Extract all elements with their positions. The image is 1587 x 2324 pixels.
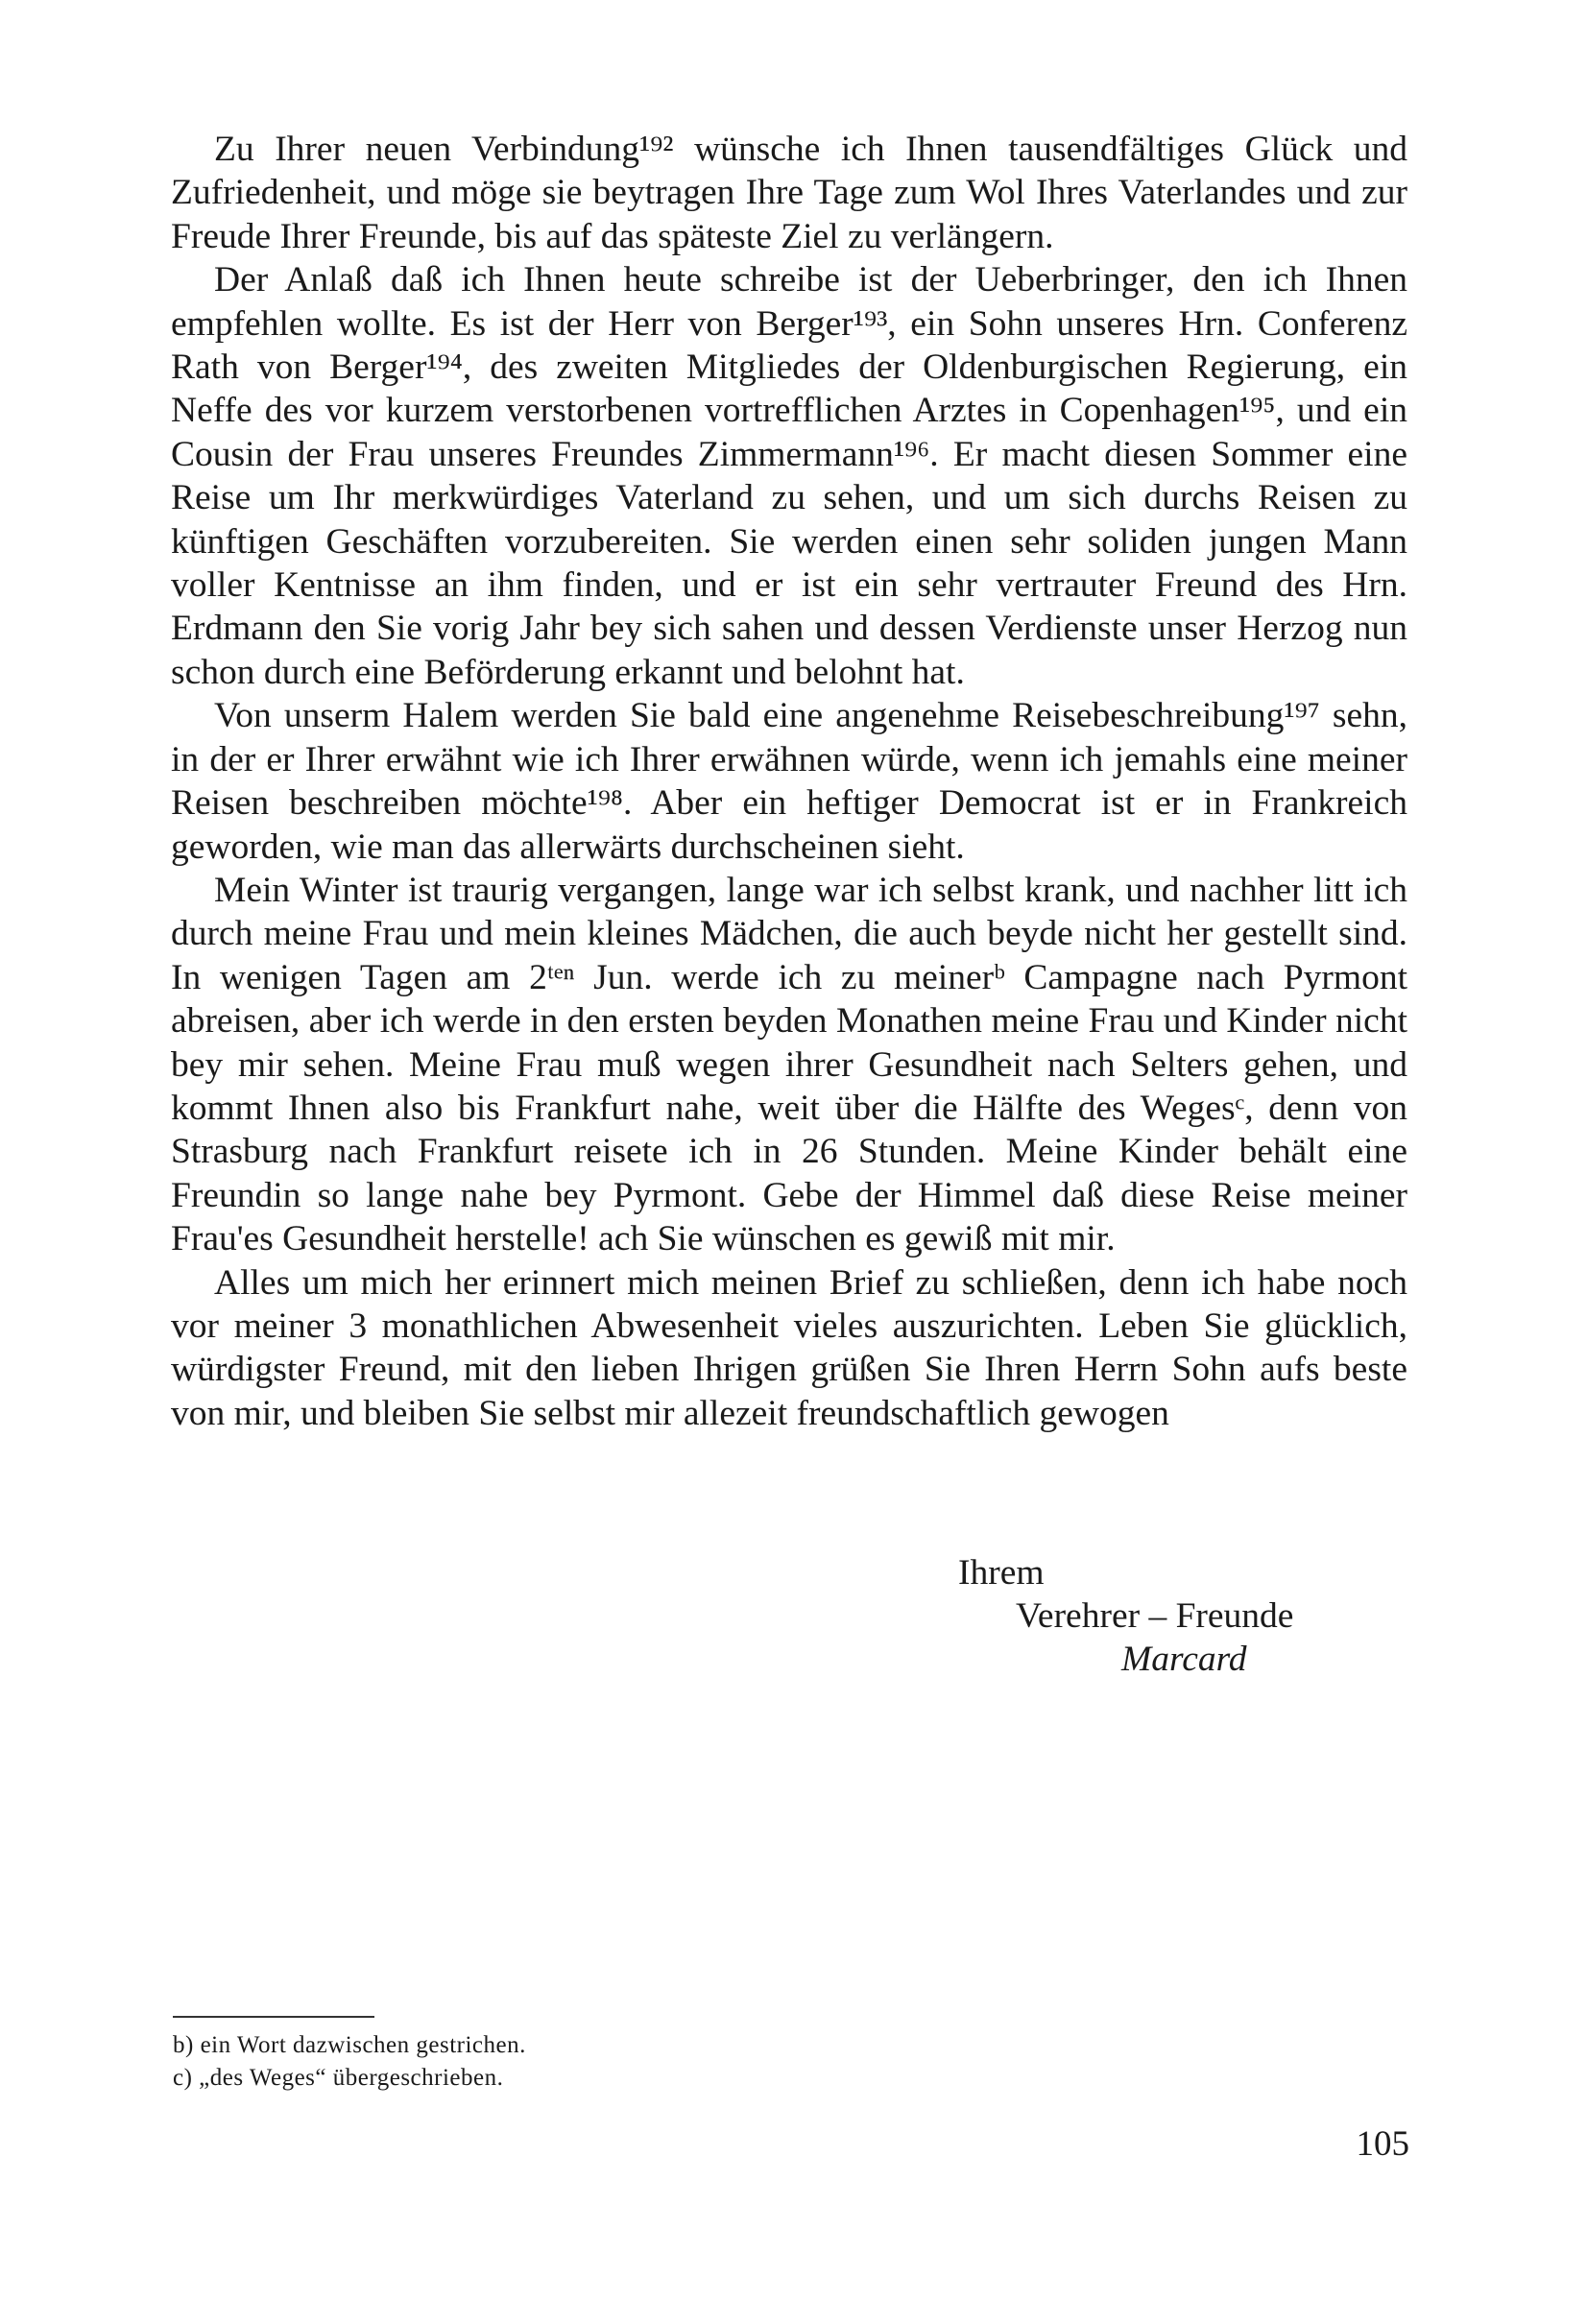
closing-title: Verehrer – Freunde [1016,1596,1294,1636]
footnote-c: c) „des Weges“ übergeschrieben. [173,2065,504,2091]
footnote-b: b) ein Wort dazwischen gestrichen. [173,2032,526,2058]
paragraph-4: Mein Winter ist traurig vergangen, lange war ich selbst krank, und nachher litt ich durch meine Frau und mein kleines Mädchen, die auch beyde nicht her gestellt sind. In wenigen Tagen am 2ᵗᵉⁿ Jun. werde ich zu meinerᵇ Campagne nach Pyrmont abreisen, aber ich werde in den ersten beyden Monathen meine Frau und Kinder nicht bey mir sehen. Meine Frau muß wegen ihrer Gesundheit nach Selters gehen, und kommt Ihnen also bis Frankfurt nahe, weit über die Hälfte des Wegesᶜ, denn von Strasburg nach Frankfurt reisete ich in 26 Stunden. Meine Kinder behält eine Freundin so lange nahe bey Pyrmont. Gebe der Himmel daß diese Reise meiner Frau'es Gesundheit herstelle! ach Sie wünschen es gewiß mit mir. [171,870,1407,1259]
letter-body [171,128,1407,1435]
paragraph-2: Der Anlaß daß ich Ihnen heute schreibe ist der Ueberbringer, den ich Ihnen empfehlen wollte. Es ist der Herr von Berger¹⁹³, ein Sohn unseres Hrn. Conferenz Rath von Berger¹⁹⁴, des zweiten Mitgliedes der Oldenburgischen Regierung, ein Neffe des vor kurzem verstorbenen vortrefflichen Arztes in Copenhagen¹⁹⁵, und ein Cousin der Frau unseres Freundes Zimmermann¹⁹⁶. Er macht diesen Sommer eine Reise um Ihr merkwürdiges Vaterland zu sehen, und um sich durchs Reisen zu künftigen Geschäften vorzubereiten. Sie werden einen sehr soliden jungen Mann voller Kentnisse an ihm finden, und er ist ein sehr vertrauter Freund des Hrn. Erdmann den Sie vorig Jahr bey sich sahen und dessen Verdienste unser Herzog nun schon durch eine Beförderung erkannt und belohnt hat. [171,260,1407,692]
footnote-divider [173,2016,374,2018]
footnotes [173,2029,1037,2095]
signature: Marcard [1121,1640,1247,1679]
paragraph-3: Von unserm Halem werden Sie bald eine angenehme Reisebeschreibung¹⁹⁷ sehn, in der er Ihrer erwähnt wie ich Ihrer erwähnen würde, wenn ich jemahls eine meiner Reisen beschreiben möchte¹⁹⁸. Aber ein heftiger Democrat ist er in Frankreich geworden, wie man das allerwärts durchscheinen sieht. [171,696,1407,867]
page-number: 105 [1356,2124,1409,2164]
closing-salutation: Ihrem [958,1553,1045,1593]
paragraph-5: Alles um mich her erinnert mich meinen Brief zu schließen, denn ich habe noch vor meiner 3 monathlichen Abwesenheit vieles auszurichten. Leben Sie glücklich, würdigster Freund, mit den lieben Ihrigen grüßen Sie Ihren Herrn Sohn aufs beste von mir, und bleiben Sie selbst mir allezeit freundschaftlich gewogen [171,1262,1407,1433]
paragraph-1: Zu Ihrer neuen Verbindung¹⁹² wünsche ich Ihnen tausendfältiges Glück und Zufriedenheit, und möge sie beytragen Ihre Tage zum Wol Ihres Vaterlandes und zur Freude Ihrer Freunde, bis auf das späteste Ziel zu verlängern. [171,130,1407,256]
